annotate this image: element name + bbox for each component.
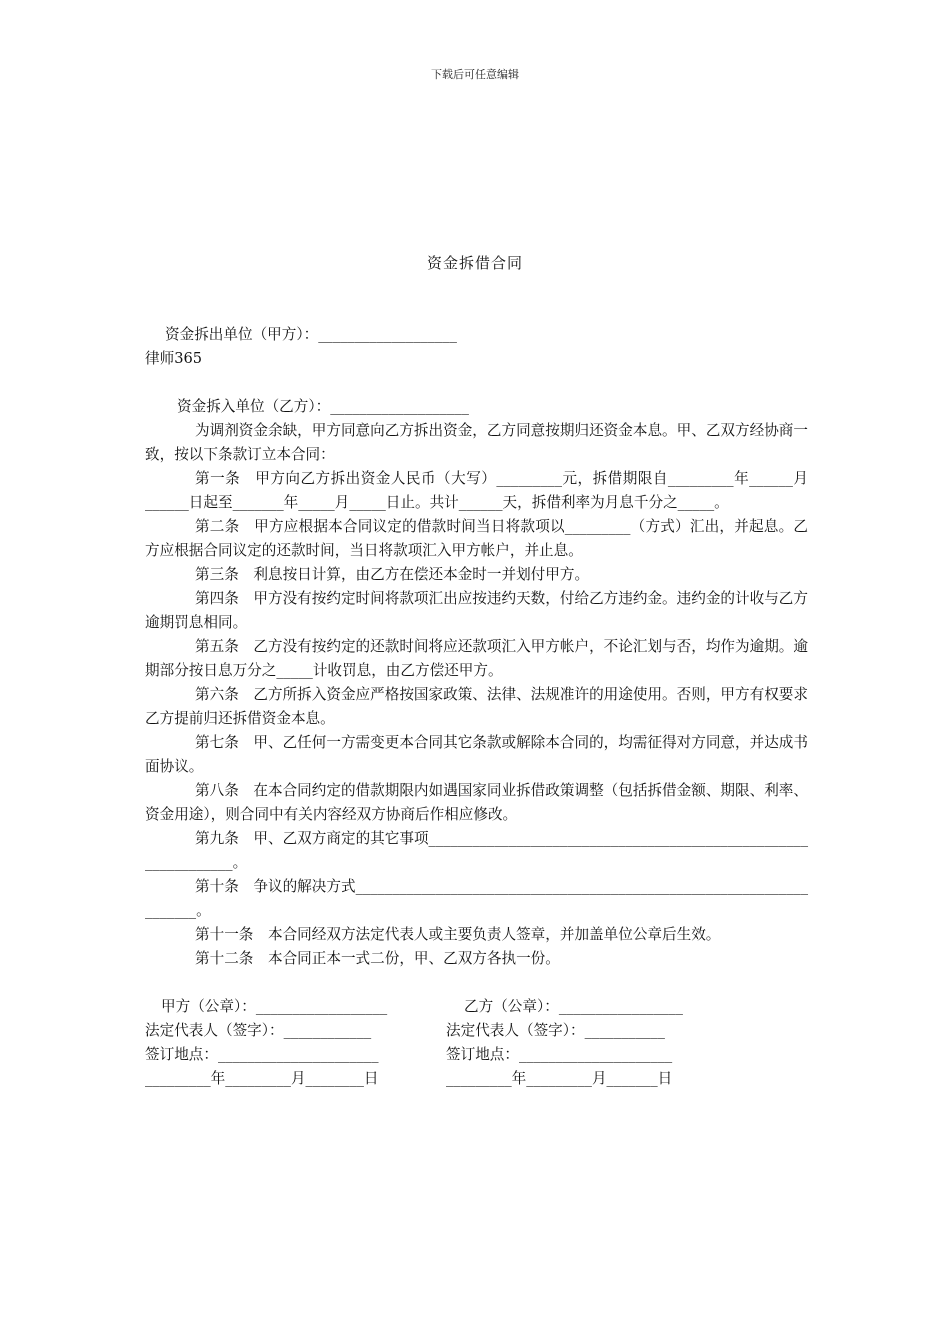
party-b-representative: 法定代表人（签字）：___________	[446, 1022, 665, 1039]
article-3: 第三条 利息按日计算，由乙方在偿还本金时一并划付甲方。	[195, 566, 590, 583]
party-b-date: _________年_________月_______日	[446, 1070, 673, 1087]
signature-seal-row	[145, 995, 808, 1019]
party-a-place: 签订地点：______________________	[145, 1046, 379, 1063]
source-line: 律师365	[145, 350, 203, 367]
article-6: 第六条 乙方所拆入资金应严格按国家政策、法律、法规准许的用途使用。否则，甲方有权要求乙方提前归还拆借资金本息。	[145, 686, 808, 727]
article-10: 第十条 争议的解决方式_____________________________________________________________________。	[145, 878, 808, 919]
party-b-seal: 乙方（公章）：_________________	[464, 998, 683, 1015]
contract-body	[145, 323, 808, 1091]
article-11: 第十一条 本合同经双方法定代表人或主要负责人签章，并加盖单位公章后生效。	[195, 926, 721, 943]
article-4: 第四条 甲方没有按约定时间将款项汇出应按违约天数，付给乙方违约金。违约金的计收与乙方逾期罚息相同。	[145, 590, 808, 631]
party-a-seal: 甲方（公章）：__________________	[161, 998, 388, 1015]
header-note: 下载后可任意编辑	[431, 68, 519, 81]
article-8: 第八条 在本合同约定的借款期限内如遇国家同业拆借政策调整（包括拆借金额、期限、利率、资金用途），则合同中有关内容经双方协商后作相应修改。	[145, 782, 808, 823]
article-7: 第七条 甲、乙任何一方需变更本合同其它条款或解除本合同的，均需征得对方同意，并达成书面协议。	[145, 734, 808, 775]
signature-date-row	[145, 1067, 808, 1091]
article-5: 第五条 乙方没有按约定的还款时间将应还款项汇入甲方帐户，不论汇划与否，均作为逾期。逾期部分按日息万分之_____计收罚息，由乙方偿还甲方。	[145, 638, 808, 679]
preamble: 为调剂资金余缺，甲方同意向乙方拆出资金，乙方同意按期归还资金本息。甲、乙双方经协商一致，按以下条款订立本合同：	[145, 422, 808, 463]
party-a-date: _________年_________月________日	[145, 1070, 379, 1087]
article-1: 第一条 甲方向乙方拆出资金人民币（大写）_________元，拆借期限自_________年______月______日起至_______年_____月_____日止。共计______天，拆借利率为月息千分之_____。	[145, 470, 808, 511]
party-a-representative: 法定代表人（签字）：____________	[145, 1022, 372, 1039]
signature-rep-row	[145, 1019, 808, 1043]
article-12: 第十二条 本合同正本一式二份，甲、乙双方各执一份。	[195, 950, 560, 967]
party-a-line: 资金拆出单位（甲方）：___________________	[165, 326, 457, 343]
party-b-place: 签订地点：_____________________	[446, 1046, 673, 1063]
document-title: 资金拆借合同	[426, 254, 523, 272]
article-9: 第九条 甲、乙双方商定的其它事项________________________________________________________________。	[145, 830, 808, 871]
article-2: 第二条 甲方应根据本合同议定的借款时间当日将款项以_________（方式）汇出，并起息。乙方应根据合同议定的还款时间，当日将款项汇入甲方帐户，并止息。	[145, 518, 808, 559]
party-b-line: 资金拆入单位（乙方）：___________________	[177, 398, 469, 415]
signature-place-row	[145, 1043, 808, 1067]
signature-block	[145, 995, 808, 1091]
